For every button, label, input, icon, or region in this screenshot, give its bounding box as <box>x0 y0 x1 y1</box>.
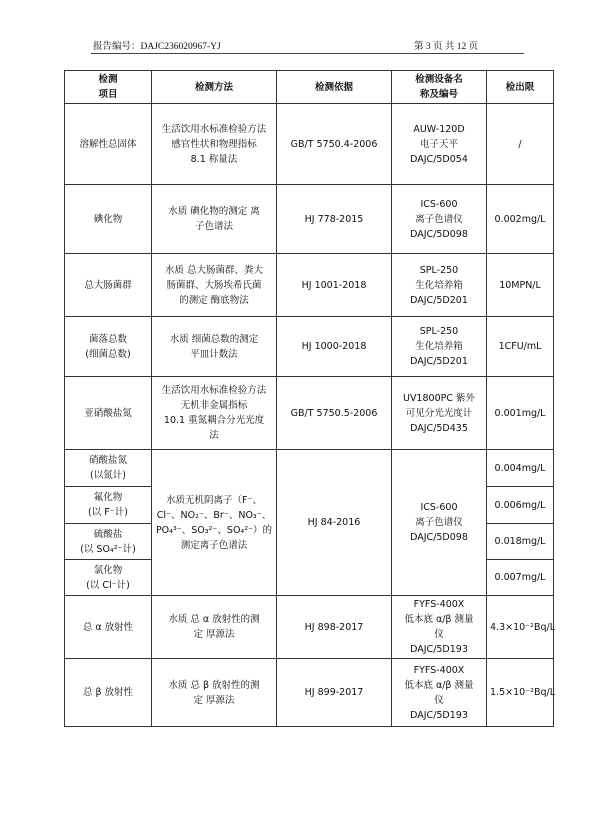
row-equipment: FYFS-400X 低本底 α/β 测量 仪 DAJC/5D193 <box>392 596 487 659</box>
page-indicator: 第 3 页 共 12 页 <box>414 42 479 52</box>
row-limit: 0.004mg/L <box>487 450 554 487</box>
row-basis: HJ 1001-2018 <box>277 254 392 317</box>
row-item: 氟化物 (以 F⁻计) <box>65 487 152 524</box>
table-row <box>65 659 554 727</box>
row-item: 菌落总数 (细菌总数) <box>65 317 152 377</box>
row-item: 碘化物 <box>65 185 152 254</box>
row-equipment: UV1800PC 紫外 可见分光光度计 DAJC/5D435 <box>392 377 487 450</box>
row-limit: / <box>487 104 554 185</box>
test-methods-table <box>64 70 554 727</box>
row-method: 水质无机阴离子（F⁻、 Cl⁻、NO₂⁻、Br⁻、NO₃⁻、 PO₄³⁻、SO₃²⁻、SO₄²⁻）的 测定离子色谱法 <box>152 450 277 596</box>
report-number: 报告编号：DAJC236020967-YJ <box>93 42 221 52</box>
col-header-item: 检测 项目 <box>65 71 152 104</box>
row-basis: HJ 1000-2018 <box>277 317 392 377</box>
row-method: 生活饮用水标准检验方法 感官性状和物理指标 8.1 称量法 <box>152 104 277 185</box>
row-item: 硫酸盐 (以 SO₄²⁻计) <box>65 524 152 560</box>
row-equipment: ICS-600 离子色谱仪 DAJC/5D098 <box>392 450 487 596</box>
table-row <box>65 317 554 377</box>
col-header-limit: 检出限 <box>487 71 554 104</box>
row-item: 总大肠菌群 <box>65 254 152 317</box>
row-equipment: FYFS-400X 低本底 α/β 测量 仪 DAJC/5D193 <box>392 659 487 727</box>
row-item: 溶解性总固体 <box>65 104 152 185</box>
row-method: 水质 总 β 放射性的测 定 厚源法 <box>152 659 277 727</box>
row-equipment: AUW-120D 电子天平 DAJC/5D054 <box>392 104 487 185</box>
row-basis: HJ 778-2015 <box>277 185 392 254</box>
row-basis: HJ 899-2017 <box>277 659 392 727</box>
row-basis: GB/T 5750.5-2006 <box>277 377 392 450</box>
row-item: 亚硝酸盐氮 <box>65 377 152 450</box>
row-limit: 0.006mg/L <box>487 487 554 524</box>
row-limit: 4.3×10⁻²Bq/L <box>487 596 554 659</box>
row-limit: 0.018mg/L <box>487 524 554 560</box>
row-equipment: SPL-250 生化培养箱 DAJC/5D201 <box>392 254 487 317</box>
table-row <box>65 104 554 185</box>
col-header-method: 检测方法 <box>152 71 277 104</box>
row-limit: 0.002mg/L <box>487 185 554 254</box>
table-row <box>65 254 554 317</box>
header-rule <box>91 53 524 54</box>
row-method: 生活饮用水标准检验方法 无机非金属指标 10.1 重氮耦合分光光度 法 <box>152 377 277 450</box>
row-basis: GB/T 5750.4-2006 <box>277 104 392 185</box>
row-limit: 0.001mg/L <box>487 377 554 450</box>
row-item: 总 α 放射性 <box>65 596 152 659</box>
row-method: 水质 细菌总数的测定 平皿计数法 <box>152 317 277 377</box>
row-limit: 1CFU/mL <box>487 317 554 377</box>
row-method: 水质 碘化物的测定 离 子色谱法 <box>152 185 277 254</box>
row-basis: HJ 84-2016 <box>277 450 392 596</box>
row-limit: 1.5×10⁻²Bq/L <box>487 659 554 727</box>
row-basis: HJ 898-2017 <box>277 596 392 659</box>
row-item: 氯化物 (以 Cl⁻计) <box>65 560 152 596</box>
row-equipment: SPL-250 生化培养箱 DAJC/5D201 <box>392 317 487 377</box>
row-method: 水质 总 α 放射性的测 定 厚源法 <box>152 596 277 659</box>
row-method: 水质 总大肠菌群、粪大 肠菌群、大肠埃希氏菌 的测定 酶底物法 <box>152 254 277 317</box>
row-limit: 10MPN/L <box>487 254 554 317</box>
row-equipment: ICS-600 离子色谱仪 DAJC/5D098 <box>392 185 487 254</box>
table-row <box>65 377 554 450</box>
table-row <box>65 596 554 659</box>
row-item: 总 β 放射性 <box>65 659 152 727</box>
col-header-basis: 检测依据 <box>277 71 392 104</box>
row-limit: 0.007mg/L <box>487 560 554 596</box>
col-header-equipment: 检测设备名 称及编号 <box>392 71 487 104</box>
table-row <box>65 185 554 254</box>
table-row <box>65 450 554 487</box>
table-header-row <box>65 71 554 104</box>
row-item: 硝酸盐氮 (以氮计) <box>65 450 152 487</box>
